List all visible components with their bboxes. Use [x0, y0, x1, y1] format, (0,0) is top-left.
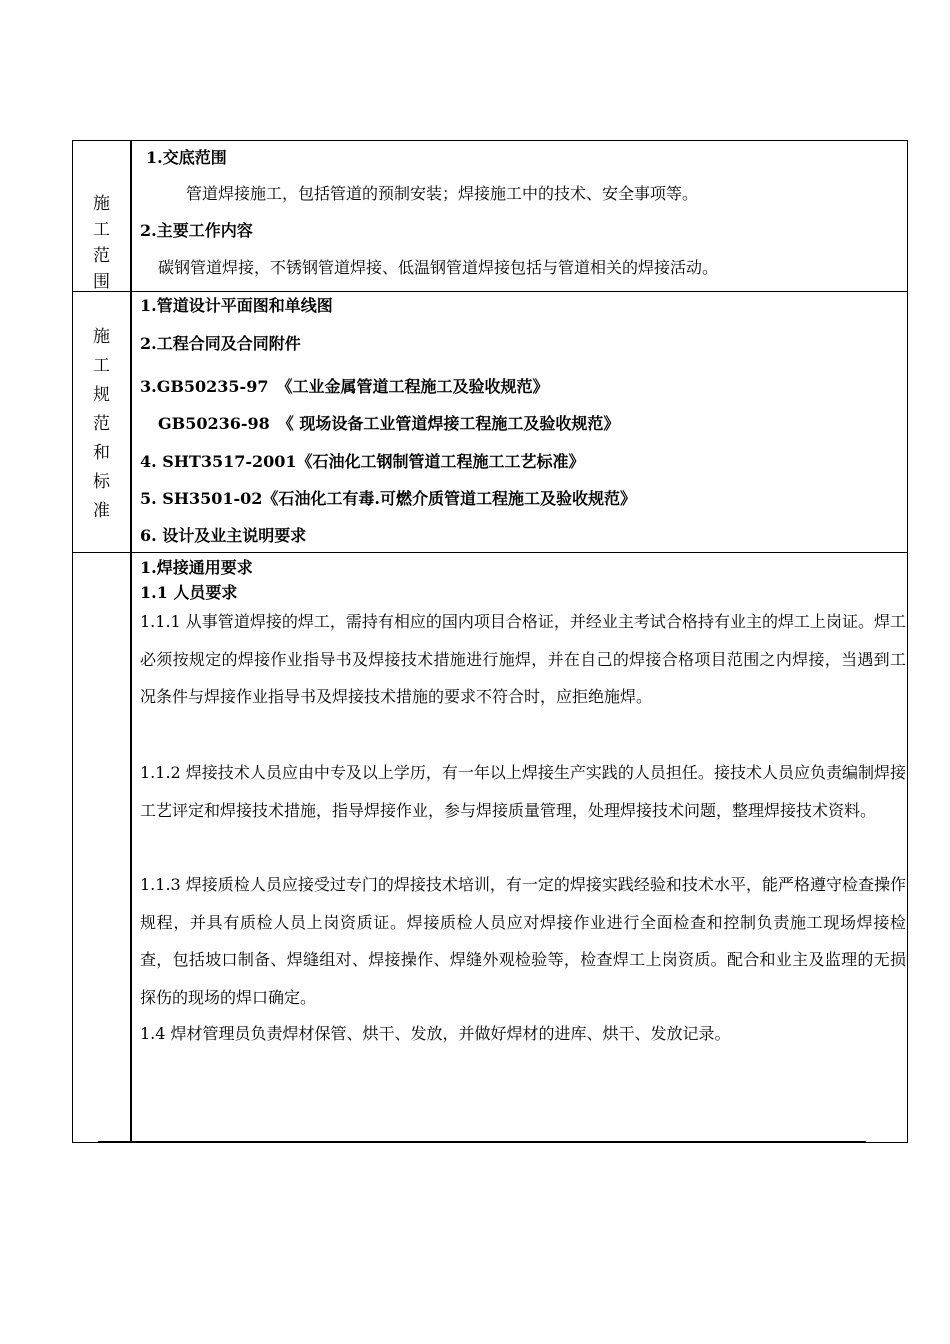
standard-item-1: 1.管道设计平面图和单线图	[140, 296, 333, 315]
heading-main-work: 2.主要工作内容	[140, 221, 253, 240]
standard-item-3b: GB50236-98 《 现场设备工业管道焊接工程施工及验收规范》	[158, 414, 620, 433]
heading-personnel: 1.1 人员要求	[140, 583, 238, 602]
paragraph-welding-technician: 1.1.2 焊接技术人员应由中专及以上学历，有一年以上焊接生产实践的人员担任。接技术人员应负责编制焊接工艺评定和焊接技术措施，指导焊接作业，参与焊接质量管理，处理焊接技术问题，整理焊接技术资料。	[140, 763, 906, 820]
standard-item-3: 3.GB50235-97 《工业金属管道工程施工及验收规范》	[140, 377, 549, 396]
text-handover-scope: 管道焊接施工，包括管道的预制安装；焊接施工中的技术、安全事项等。	[186, 184, 699, 203]
heading-welding-general: 1.焊接通用要求	[140, 558, 253, 577]
text-main-work: 碳钢管道焊接，不锈钢管道焊接、低温钢管道焊接包括与管道相关的焊接活动。	[158, 258, 719, 277]
standard-item-5: 5. SH3501-02《石油化工有毒.可燃介质管道工程施工及验收规范》	[140, 489, 636, 508]
paragraph-welder: 1.1.1 从事管道焊接的焊工，需持有相应的国内项目合格证，并经业主考试合格持有业主的焊工上岗证。焊工必须按规定的焊接作业指导书及焊接技术措施进行施焊，并在自己的焊接合格项目范围之内焊接，当遇到工况条件与焊接作业指导书及焊接技术措施的要求不符合时，应拒绝施焊。	[140, 612, 906, 706]
section-label-codes-standards: 施 工 规 范 和 标 准	[93, 327, 110, 521]
standard-item-4: 4. SHT3517-2001《石油化工钢制管道工程施工工艺标准》	[140, 452, 585, 471]
standard-item-6: 6. 设计及业主说明要求	[140, 526, 307, 545]
standard-item-2: 2.工程合同及合同附件	[140, 334, 301, 353]
section-label-construction-scope: 施 工 范 围	[93, 194, 110, 292]
row-divider-1	[73, 291, 907, 292]
row-divider-2	[73, 552, 907, 553]
paragraph-quality-inspector: 1.1.3 焊接质检人员应接受过专门的焊接技术培训，有一定的焊接实践经验和技术水平，能严格遵守检查操作规程，并具有质检人员上岗资质证。焊接质检人员应对焊接作业进行全面检查和控制负责施工现场焊接检查，包括坡口制备、焊缝组对、焊接操作、焊缝外观检验等，检查焊工上岗资质。配合和业主及监理的无损探伤的现场的焊口确定。	[140, 875, 906, 1007]
footer-rule	[98, 1141, 866, 1143]
paragraph-material-manager: 1.4 焊材管理员负责焊材保管、烘干、发放，并做好焊材的进库、烘干、发放记录。	[140, 1024, 731, 1043]
heading-handover-scope: 1.交底范围	[146, 148, 227, 167]
